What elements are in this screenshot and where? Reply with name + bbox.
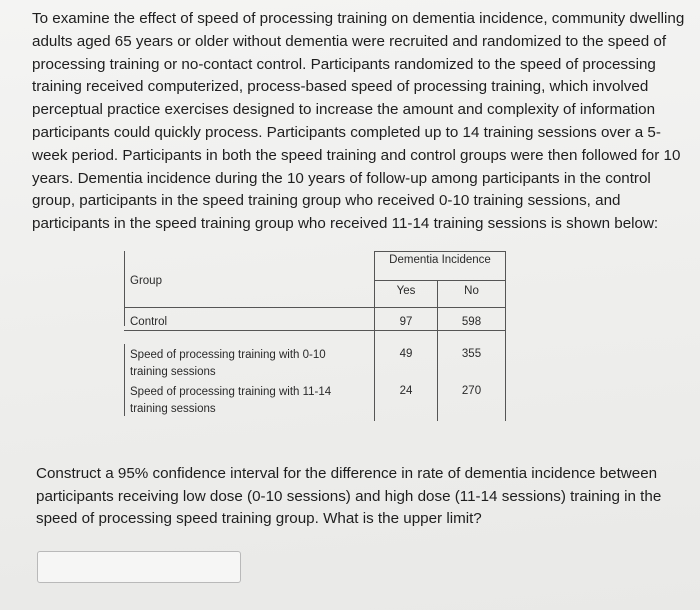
row-control-group: Control <box>130 316 168 328</box>
table-control-bottom-line <box>124 330 506 331</box>
yes-header: Yes <box>396 285 416 297</box>
table-subheader-line <box>374 280 506 281</box>
row-high-dose-group: Speed of processing training with 11-14 training sessions <box>130 386 332 415</box>
row-low-dose-yes: 49 <box>399 348 413 360</box>
row-control-yes: 97 <box>399 316 413 328</box>
no-header: No <box>464 285 479 297</box>
problem-description: To examine the effect of speed of processing training on dementia incidence, community dwelling adults aged 65 years or older without dementia were recruited and randomized to the speed of processing training or no-contact control. Participants randomized to the speed of processing training received computerized, process-based speed of processing training, which involved perceptual practice exercises designed to increase the amount and complexity of information participants could quickly process. Participants completed up to 14 training sessions over a 5-week period. Participants in both the speed training and control groups were then followed for 10 years. Dementia incidence during the 10 years of follow-up among participants in the control group, participants in the speed training group who received 0-10 training sessions, and participants in the speed training group who received 11-14 training sessions is shown below: <box>32 10 685 233</box>
group-header: Group <box>130 275 162 287</box>
row-high-dose-no: 270 <box>461 385 482 397</box>
dementia-incidence-table <box>124 251 506 421</box>
question-text: Construct a 95% confidence interval for the difference in rate of dementia incidence between participants receiving low dose (0-10 sessions) and high dose (11-14 sessions) training in the speed of processing speed training group. What is the upper limit? <box>36 465 662 527</box>
row-low-dose-group: Speed of processing training with 0-10 training sessions <box>130 349 326 378</box>
row-high-dose-yes: 24 <box>399 385 413 397</box>
table-top-border <box>374 251 506 252</box>
row-low-dose-no: 355 <box>461 348 482 360</box>
table-header-bottom-line <box>124 307 506 308</box>
table-body-left-border <box>124 344 125 416</box>
table-right-border <box>505 251 506 421</box>
answer-input[interactable] <box>37 551 241 583</box>
row-control-no: 598 <box>461 316 482 328</box>
table-header-left-border <box>124 251 125 326</box>
dementia-incidence-header: Dementia Incidence <box>389 254 491 266</box>
